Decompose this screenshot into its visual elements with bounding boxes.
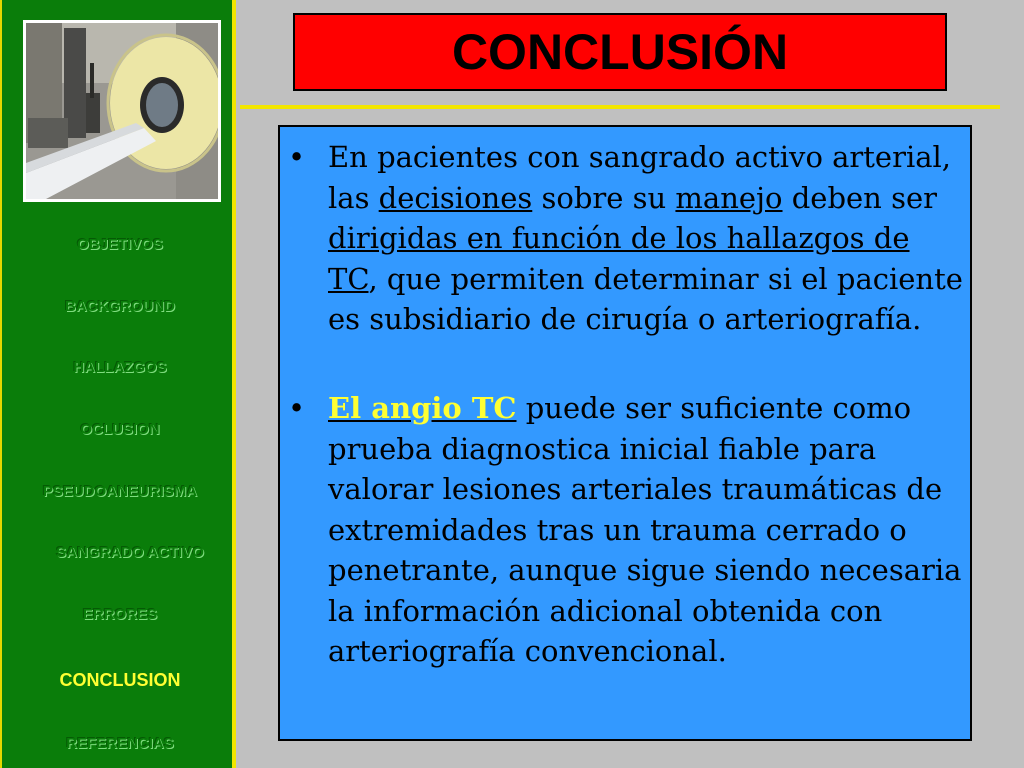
text-span: , que permiten determinar si el paciente es subsidiario de cirugía o arteriografía. [328, 261, 963, 336]
bullet-dot-icon: • [288, 391, 306, 425]
nav-background[interactable]: BACKGROUND [65, 298, 175, 315]
underlined-span: dirigidas en función de los hallazgos de TC [328, 221, 910, 296]
bullet-text-2 [328, 388, 964, 672]
bullet-dot-icon: • [288, 140, 306, 174]
content-panel [278, 125, 972, 741]
page-title: CONCLUSIÓN [451, 24, 789, 80]
underlined-span: manejo [675, 180, 783, 215]
nav-objetivos[interactable]: OBJETIVOS [77, 236, 163, 253]
text-span: puede ser suficiente como prueba diagnostica inicial fiable para valorar lesiones arteriales traumáticas de extremidades tras un trauma cerrado o penetrante, aunque sigue siendo necesaria la información adicional obtenida con arteriografía convencional. [328, 391, 962, 668]
nav-referencias[interactable]: REFERENCIAS [66, 735, 174, 752]
sidebar [0, 0, 236, 768]
text-span: En pacientes con sangrado activo arterial, las [328, 140, 952, 215]
nav-hallazgos[interactable]: HALLAZGOS [73, 359, 167, 376]
underlined-span: decisiones [378, 180, 533, 215]
nav-pseudoaneurisma[interactable]: PSEUDOANEURISMA [42, 483, 198, 500]
title-banner [293, 13, 947, 91]
nav-errores[interactable]: ERRORES [82, 606, 158, 623]
text-span: deben ser [782, 180, 937, 215]
nav-oclusion[interactable]: OCLUSION [80, 421, 160, 438]
nav-conclusion[interactable]: CONCLUSION [59, 670, 181, 690]
highlighted-span: El angio TC [328, 391, 517, 425]
header-divider [240, 105, 1000, 109]
text-span: sobre su [532, 180, 676, 215]
ct-scanner-image [26, 23, 218, 199]
bullet-text-1 [328, 137, 964, 340]
nav-sangrado-activo[interactable]: SANGRADO ACTIVO [56, 544, 204, 561]
ct-scanner-photo [23, 20, 221, 202]
